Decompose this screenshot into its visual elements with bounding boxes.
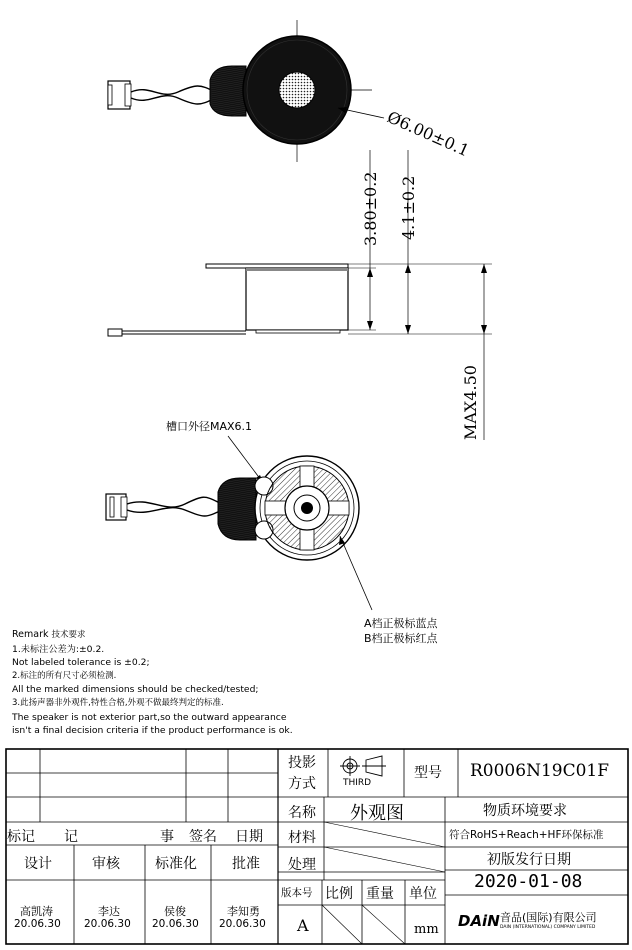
third-angle-projection-icon (340, 756, 386, 776)
weight-label: 重量 (366, 886, 394, 902)
top-view (108, 20, 472, 162)
material-label: 材料 (288, 830, 316, 846)
standard-label: 标准化 (155, 856, 197, 872)
height-body-label: 3.80±0.2 (361, 171, 380, 246)
env-label: 物质环境要求 (483, 803, 567, 819)
remark-section (12, 628, 432, 738)
svg-text:DAiN: DAiN (458, 912, 500, 930)
speaker-body-side (246, 268, 348, 330)
polarity-b-note: B档正极标红点 (364, 632, 438, 645)
slot-note: 槽口外径MAX6.1 (166, 420, 253, 433)
first-issue-label: 初版发行日期 (487, 852, 571, 868)
third-label: THIRD (343, 778, 372, 788)
version-value: A (297, 916, 309, 935)
review-label: 审核 (92, 856, 120, 872)
remark-line: 2.标注的所有尺寸必须检测. (12, 670, 117, 681)
projection-label-1: 投影 (288, 755, 316, 771)
projection-label-2: 方式 (288, 776, 316, 792)
remark-title: Remark 技术要求 (12, 629, 86, 640)
remark-line: Not labeled tolerance is ±0.2; (12, 657, 150, 669)
standardizer-date: 20.06.30 (152, 918, 199, 930)
unit-value: mm (414, 922, 439, 937)
approver-date: 20.06.30 (219, 918, 266, 930)
reviewer-date: 20.06.30 (84, 918, 131, 930)
rev-sign-label: 签名 (189, 829, 217, 845)
unit-label: 单位 (409, 886, 437, 902)
process-label: 处理 (288, 857, 316, 873)
polarity-a-note: A档正极标蓝点 (364, 617, 438, 630)
connector-top (108, 81, 131, 109)
designer-date: 20.06.30 (14, 918, 61, 930)
remark-line: 3.此扬声器非外观件,特性合格,外观不做最终判定的标准. (12, 697, 224, 708)
name-value: 外观图 (350, 803, 404, 824)
company-name-cn: 音品(国际)有限公司 (500, 911, 597, 924)
model-label: 型号 (414, 765, 442, 781)
standardizer-name: 侯俊 (164, 905, 186, 918)
bottom-view (106, 419, 439, 645)
design-label: 设计 (24, 856, 52, 872)
reviewer-name: 李达 (98, 905, 120, 918)
version-label: 版本号 (281, 887, 313, 899)
remark-line: The speaker is not exterior part,so the outward appearance (12, 711, 287, 723)
remark-line: isn't a final decision criteria if the product performance is ok. (12, 725, 293, 737)
acoustic-mesh (279, 72, 315, 108)
company-name-en: DAIN (INTERNATIONAL) COMPANY LIMITED (500, 925, 596, 930)
rev-shi-label: 事 (160, 829, 174, 845)
env-value: 符合RoHS+Reach+HF环保标准 (449, 829, 604, 841)
rev-ji-label: 记 (64, 829, 78, 845)
side-view (108, 150, 492, 440)
model-value: R0006N19C01F (470, 761, 610, 781)
scale-label: 比例 (325, 886, 353, 902)
designer-name: 高凯涛 (20, 905, 53, 918)
height-total-label: 4.1±0.2 (399, 175, 418, 240)
approve-label: 批准 (232, 856, 260, 872)
remark-line: 1.未标注公差为:±0.2. (12, 643, 105, 655)
first-issue-value: 2020-01-08 (474, 871, 583, 892)
company-logo-icon (458, 912, 500, 930)
max-height-label: MAX4.50 (461, 365, 480, 440)
rev-mark-label: 标记 (7, 829, 35, 845)
remark-line: All the marked dimensions should be checked/tested; (12, 684, 259, 696)
rev-date-label: 日期 (235, 829, 263, 845)
connector-bottom (106, 494, 127, 520)
approver-name: 李知勇 (227, 905, 260, 918)
diameter-label: Ø6.00±0.1 (384, 107, 473, 161)
name-label: 名称 (288, 805, 316, 821)
